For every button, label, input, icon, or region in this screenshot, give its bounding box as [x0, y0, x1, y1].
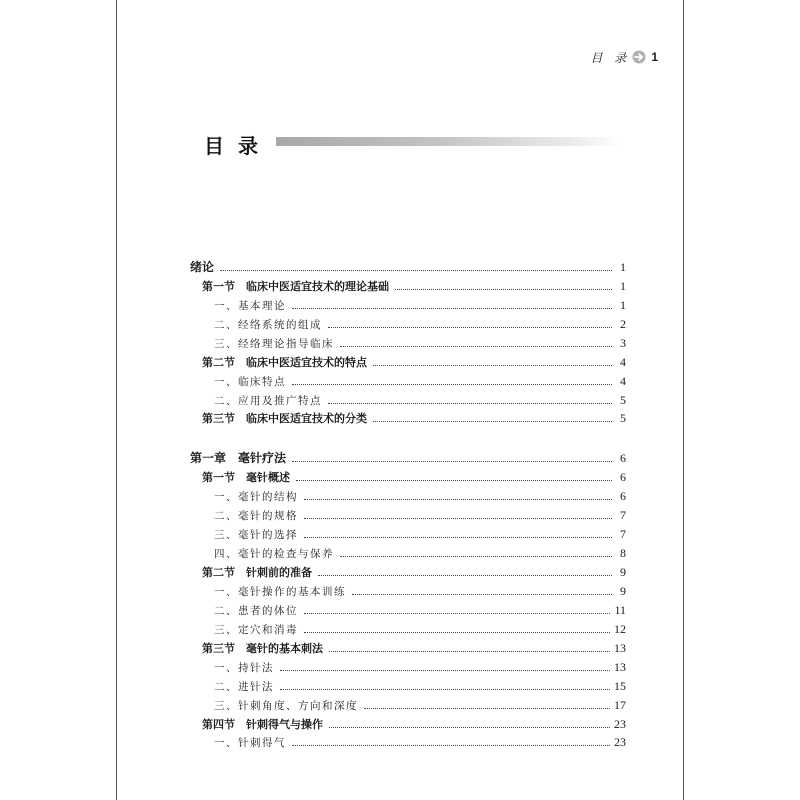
toc-entry-label: 二、进针法 — [214, 680, 274, 693]
toc-entry-page: 7 — [620, 527, 626, 542]
toc-entry[interactable] — [190, 466, 626, 485]
toc-entry-page: 23 — [614, 735, 626, 750]
toc-entry-label: 第一节 临床中医适宜技术的理论基础 — [202, 279, 389, 293]
toc-entry[interactable] — [190, 599, 626, 618]
toc-entry[interactable] — [190, 313, 626, 332]
toc-entry-label: 四、毫针的检查与保养 — [214, 548, 334, 561]
toc-entry[interactable] — [190, 637, 626, 656]
toc-entry[interactable] — [190, 523, 626, 542]
toc-entry-page: 3 — [620, 335, 626, 350]
toc-entry-page: 4 — [620, 354, 626, 369]
toc-entry-label: 一、毫针的结构 — [214, 491, 298, 504]
toc-entry-label: 二、应用及推广特点 — [214, 394, 322, 407]
toc-entry[interactable] — [190, 580, 626, 599]
toc-entry[interactable] — [190, 256, 626, 275]
toc-entry-label: 第二节 针刺前的准备 — [202, 566, 312, 579]
toc-entry-page: 1 — [620, 278, 626, 293]
toc-entry-page: 6 — [620, 489, 626, 504]
toc-entry-label: 第二节 临床中医适宜技术的特点 — [202, 355, 367, 369]
toc-entry-label: 一、基本理论 — [214, 299, 286, 312]
toc-entry-label: 第一节 毫针概述 — [202, 471, 290, 485]
toc-entry-label: 三、针刺角度、方向和深度 — [214, 699, 358, 712]
toc-entry[interactable] — [190, 561, 626, 580]
toc-entry-label: 绪论 — [190, 259, 215, 274]
toc-entry-page: 17 — [614, 697, 626, 712]
running-head — [560, 47, 658, 67]
dot-leader — [292, 460, 612, 462]
toc-entry[interactable] — [190, 713, 626, 732]
table-of-contents — [190, 256, 626, 750]
dot-leader — [340, 345, 612, 347]
running-head-page-number: 1 — [651, 50, 658, 64]
toc-entry-page: 8 — [620, 546, 626, 561]
dot-leader — [340, 555, 612, 557]
dot-leader — [296, 479, 612, 481]
toc-entry-label: 三、定穴和消毒 — [214, 623, 298, 636]
dot-leader — [352, 593, 612, 595]
toc-entry-label: 二、患者的体位 — [214, 604, 298, 617]
dot-leader — [329, 726, 610, 728]
toc-entry-label: 第三节 临床中医适宜技术的分类 — [202, 412, 367, 426]
toc-entry[interactable] — [190, 732, 626, 751]
toc-entry[interactable] — [190, 447, 626, 466]
dot-leader — [304, 612, 610, 614]
toc-entry[interactable] — [190, 389, 626, 408]
right-margin-rule — [683, 0, 684, 800]
toc-entry-label: 第一章 毫针疗法 — [190, 451, 287, 466]
toc-entry-label: 二、毫针的规格 — [214, 510, 298, 523]
dot-leader — [280, 669, 610, 671]
dot-leader — [304, 536, 612, 538]
toc-entry-page: 6 — [620, 451, 626, 466]
toc-entry[interactable] — [190, 370, 626, 389]
toc-entry[interactable] — [190, 694, 626, 713]
dot-leader — [304, 517, 612, 519]
dot-leader — [220, 269, 612, 271]
dot-leader — [280, 688, 610, 690]
dot-leader — [304, 498, 612, 500]
toc-entry[interactable] — [190, 351, 626, 370]
toc-entry-page: 5 — [620, 392, 626, 407]
toc-entry[interactable] — [190, 408, 626, 427]
toc-entry[interactable] — [190, 675, 626, 694]
toc-entry-page: 5 — [620, 411, 626, 426]
toc-entry-page: 11 — [614, 602, 626, 617]
dot-leader — [304, 631, 610, 633]
toc-entry-label: 一、针刺得气 — [214, 737, 286, 750]
toc-entry[interactable] — [190, 275, 626, 294]
toc-heading: 目录 — [204, 134, 272, 158]
toc-entry-page: 6 — [620, 470, 626, 485]
dot-leader — [328, 326, 612, 328]
arrow-circle-icon — [632, 50, 646, 64]
dot-leader — [395, 288, 612, 290]
toc-entry-page: 7 — [620, 508, 626, 523]
dot-leader — [364, 707, 610, 709]
dot-leader — [373, 364, 612, 366]
toc-entry-page: 12 — [614, 621, 626, 636]
running-head-title: 目 录 — [590, 50, 631, 65]
dot-leader — [292, 307, 612, 309]
toc-entry[interactable] — [190, 294, 626, 313]
dot-leader — [292, 744, 610, 746]
toc-entry-label: 一、持针法 — [214, 661, 274, 674]
toc-entry[interactable] — [190, 485, 626, 504]
dot-leader — [373, 420, 612, 422]
toc-entry-page: 23 — [614, 716, 626, 731]
heading-gradient-bar — [276, 137, 622, 146]
toc-entry-label: 一、临床特点 — [214, 375, 286, 388]
toc-entry-label: 三、毫针的选择 — [214, 529, 298, 542]
toc-entry-page: 13 — [614, 659, 626, 674]
toc-entry-label: 一、毫针操作的基本训练 — [214, 585, 346, 598]
toc-entry-page: 2 — [620, 316, 626, 331]
toc-entry-page: 1 — [620, 259, 626, 274]
toc-entry-page: 15 — [614, 678, 626, 693]
toc-entry[interactable] — [190, 504, 626, 523]
toc-entry-page: 9 — [620, 565, 626, 579]
toc-entry-page: 13 — [614, 640, 626, 655]
toc-entry[interactable] — [190, 542, 626, 561]
toc-entry-page: 4 — [620, 373, 626, 388]
toc-entry-label: 三、经络理论指导临床 — [214, 337, 334, 350]
left-margin-rule — [116, 0, 117, 800]
toc-entry-page: 1 — [620, 297, 626, 312]
dot-leader — [318, 574, 612, 576]
toc-entry[interactable] — [190, 618, 626, 637]
toc-entry[interactable] — [190, 656, 626, 675]
dot-leader — [328, 402, 612, 404]
toc-entry-label: 第三节 毫针的基本刺法 — [202, 641, 323, 655]
toc-entry-label: 第四节 针刺得气与操作 — [202, 717, 323, 731]
toc-entry-label: 二、经络系统的组成 — [214, 318, 322, 331]
dot-leader — [292, 383, 612, 385]
dot-leader — [329, 650, 610, 652]
toc-entry[interactable] — [190, 332, 626, 351]
toc-entry-page: 9 — [620, 583, 626, 598]
